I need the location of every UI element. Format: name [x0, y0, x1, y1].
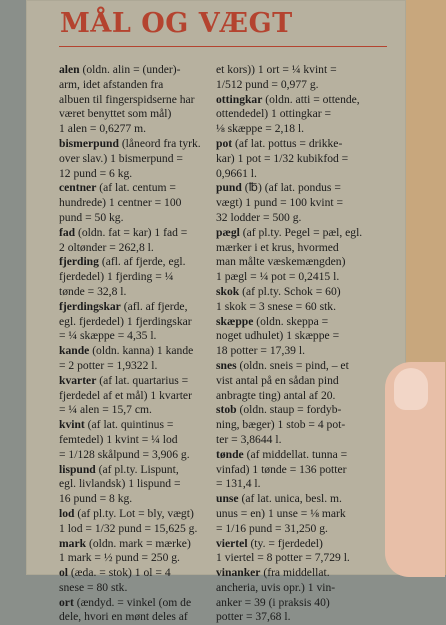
- right-line: = 131,4 l.: [216, 477, 261, 491]
- left-line: været benyttet som mål): [59, 107, 172, 121]
- left-line: centner (af lat. centum =: [59, 181, 176, 195]
- right-line: 1 viertel = 8 potter = 7,729 l.: [216, 551, 350, 565]
- left-line: egl. fjerdedel) 1 fjerdingskar: [59, 314, 192, 328]
- left-line: snese = 80 stk.: [59, 580, 128, 594]
- left-line: albuen til fingerspidserne har: [59, 92, 195, 106]
- right-line: anker = 39 (i praksis 40): [216, 595, 330, 609]
- right-line: mærker i et krus, hvormed: [216, 240, 339, 254]
- left-line: fjerdedel) 1 fjerding = ¼: [59, 270, 174, 284]
- right-column: [216, 63, 386, 625]
- right-line: 1 skok = 3 snese = 60 stk.: [216, 299, 336, 313]
- right-line: pund (℔) (af lat. pondus =: [216, 181, 341, 195]
- right-line: skæppe (oldn. skeppa =: [216, 314, 329, 328]
- right-line: tønde (af middellat. tunna =: [216, 447, 348, 461]
- left-line: ol (æda. = stok) 1 ol = 4: [59, 566, 171, 580]
- right-line: pot (af lat. pottus = drikke-: [216, 136, 343, 150]
- right-line: ⅛ skæppe = 2,18 l.: [216, 122, 305, 136]
- right-line: ning, bæger) 1 stob = 4 pot-: [216, 418, 346, 432]
- left-line: ort (ændyd. = vinkel (om de: [59, 595, 192, 609]
- left-line: over slav.) 1 bismerpund =: [59, 151, 183, 165]
- right-line: et kors)) 1 ort = ¼ kvint =: [216, 63, 337, 76]
- left-line: alen (oldn. alin = (under)-: [59, 63, 181, 76]
- left-line: = 1/128 skålpund = 3,906 g.: [59, 447, 190, 461]
- page-title: MÅL OG VÆGT: [60, 8, 293, 39]
- right-line: 1 pægl = ¼ pot = 0,2415 l.: [216, 270, 340, 284]
- left-line: fjerdedel af et mål) 1 kvarter: [59, 388, 192, 402]
- right-line: ancheria, uvis opr.) 1 vin-: [216, 580, 336, 594]
- left-line: = ¼ alen = 15,7 cm.: [59, 403, 152, 417]
- left-line: kande (oldn. kanna) 1 kande: [59, 344, 194, 358]
- right-line: 0,9661 l.: [216, 166, 257, 180]
- left-line: fjerdingskar (afl. af fjerde,: [59, 299, 188, 313]
- right-line: ter = 3,8644 l.: [216, 432, 282, 446]
- right-line: unus = en) 1 unse = ⅛ mark: [216, 506, 346, 520]
- right-line: 32 lodder = 500 g.: [216, 210, 302, 224]
- left-line: 1 mark = ½ pund = 250 g.: [59, 551, 180, 565]
- left-line: = 2 potter = 1,9322 l.: [59, 358, 158, 372]
- left-line: lispund (af pl.ty. Lispunt,: [59, 462, 179, 476]
- right-line: viertel (ty. = fjerdedel): [216, 536, 323, 550]
- title-rule: [59, 46, 387, 47]
- right-line: noget udhulet) 1 skæppe =: [216, 329, 340, 343]
- left-line: 2 oltønder = 262,8 l.: [59, 240, 154, 254]
- left-line: bismerpund (låneord fra tyrk.: [59, 136, 201, 150]
- left-line: hundrede) 1 centner = 100: [59, 196, 182, 210]
- right-line: ottingkar (oldn. atti = ottende,: [216, 92, 360, 106]
- left-line: femtedel) 1 kvint = ¼ lod: [59, 432, 178, 446]
- left-line: fjerding (afl. af fjerde, egl.: [59, 255, 186, 269]
- right-line: ottendedel) 1 ottingkar =: [216, 107, 332, 121]
- left-line: 16 pund = 8 kg.: [59, 492, 133, 506]
- right-line: man målte væskemængden): [216, 255, 346, 269]
- right-line: vægt) 1 pund = 100 kvint =: [216, 196, 344, 210]
- right-line: vinanker (fra middellat.: [216, 566, 330, 580]
- right-line: vinfad) 1 tønde = 136 potter: [216, 462, 347, 476]
- right-line: anbragte ting) antal af 20.: [216, 388, 336, 402]
- right-line: 1/512 pund = 0,977 g.: [216, 77, 319, 91]
- left-line: dele, hvori en mønt deles af: [59, 610, 188, 624]
- left-line: pund = 50 kg.: [59, 210, 124, 224]
- right-line: pægl (af pl.ty. Pegel = pæl, egl.: [216, 225, 363, 239]
- right-line: vist antal på en sådan pind: [216, 373, 339, 387]
- right-line: stob (oldn. staup = fordyb-: [216, 403, 342, 417]
- left-line: lod (af pl.ty. Lot = bly, vægt): [59, 506, 194, 520]
- left-line: = ¼ skæppe = 4,35 l.: [59, 329, 157, 343]
- left-line: 1 lod = 1/32 pund = 15,625 g.: [59, 521, 198, 535]
- left-line: arm, idet afstanden fra: [59, 77, 164, 91]
- left-line: egl. livlandsk) 1 lispund =: [59, 477, 181, 491]
- right-line: kar) 1 pot = 1/32 kubikfod =: [216, 151, 349, 165]
- left-line: mark (oldn. mark = mærke): [59, 536, 191, 550]
- right-line: = 1/16 pund = 31,250 g.: [216, 521, 328, 535]
- right-line: potter = 37,68 l.: [216, 610, 291, 624]
- left-line: 12 pund = 6 kg.: [59, 166, 133, 180]
- right-line: snes (oldn. sneis = pind, – et: [216, 358, 349, 372]
- right-line: skok (af pl.ty. Schok = 60): [216, 284, 341, 298]
- left-line: fad (oldn. fat = kar) 1 fad =: [59, 225, 188, 239]
- left-line: tønde = 32,8 l.: [59, 284, 127, 298]
- left-line: kvint (af lat. quintinus =: [59, 418, 174, 432]
- left-line: 1 alen = 0,6277 m.: [59, 122, 147, 136]
- right-line: 18 potter = 17,39 l.: [216, 344, 305, 358]
- right-line: unse (af lat. unica, besl. m.: [216, 492, 342, 506]
- thumbnail-nail: [394, 368, 428, 410]
- left-line: kvarter (af lat. quartarius =: [59, 373, 189, 387]
- left-column: [59, 63, 201, 625]
